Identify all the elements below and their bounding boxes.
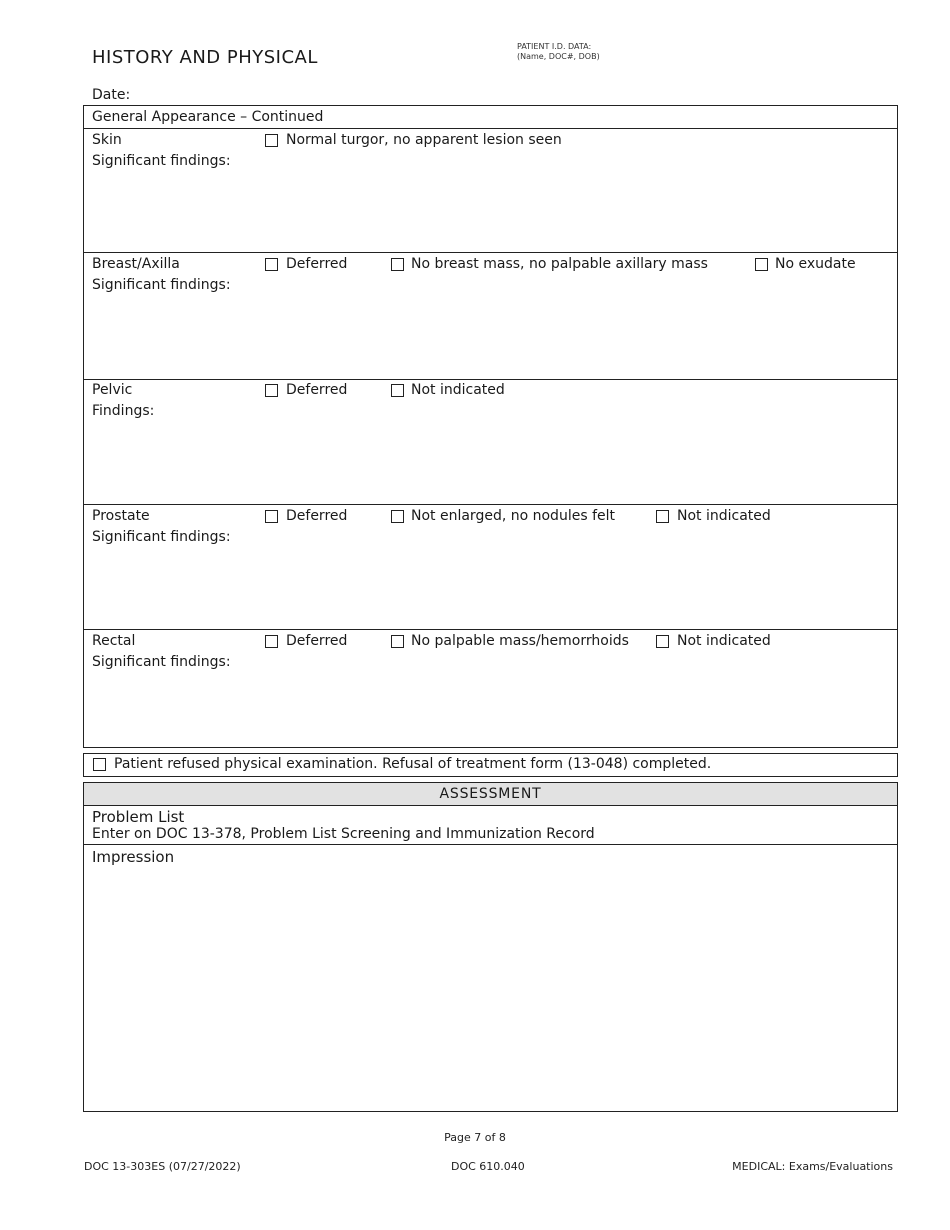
pelvic-not-indicated-checkbox[interactable] <box>391 384 404 397</box>
prostate-deferred-checkbox[interactable] <box>265 510 278 523</box>
divider <box>84 844 897 845</box>
form-id: DOC 13-303ES (07/27/2022) <box>84 1160 241 1173</box>
prostate-not-indicated-checkbox[interactable] <box>656 510 669 523</box>
assessment-header: ASSESSMENT <box>84 783 897 806</box>
skin-normal-checkbox[interactable] <box>265 134 278 147</box>
rectal-no-mass-label: No palpable mass/hemorrhoids <box>411 633 629 649</box>
rectal-label: Rectal <box>92 633 136 649</box>
breast-no-mass-checkbox[interactable] <box>391 258 404 271</box>
rectal-deferred-checkbox[interactable] <box>265 635 278 648</box>
prostate-not-enlarged-label: Not enlarged, no nodules felt <box>411 508 615 524</box>
patient-id-label: PATIENT I.D. DATA: <box>517 42 592 51</box>
refusal-checkbox[interactable] <box>93 758 106 771</box>
skin-findings-label: Significant findings: <box>92 153 231 169</box>
impression-input-area[interactable] <box>90 870 890 1106</box>
breast-no-exudate-label: No exudate <box>775 256 856 272</box>
date-label: Date: <box>92 87 131 103</box>
breast-deferred-label: Deferred <box>286 256 348 272</box>
pelvic-deferred-checkbox[interactable] <box>265 384 278 397</box>
impression-label: Impression <box>92 848 175 866</box>
divider <box>84 128 897 129</box>
rectal-findings-label: Significant findings: <box>92 654 231 670</box>
patient-id-hint: (Name, DOC#, DOB) <box>517 52 600 61</box>
breast-no-exudate-checkbox[interactable] <box>755 258 768 271</box>
rectal-not-indicated-label: Not indicated <box>677 633 771 649</box>
form-category: MEDICAL: Exams/Evaluations <box>732 1160 893 1173</box>
breast-label: Breast/Axilla <box>92 256 180 272</box>
policy-number: DOC 610.040 <box>451 1160 525 1173</box>
pelvic-deferred-label: Deferred <box>286 382 348 398</box>
skin-label: Skin <box>92 132 122 148</box>
breast-no-mass-label: No breast mass, no palpable axillary mass <box>411 256 708 272</box>
pelvic-label: Pelvic <box>92 382 133 398</box>
exam-section <box>83 105 898 748</box>
pelvic-not-indicated-label: Not indicated <box>411 382 505 398</box>
section-title: General Appearance – Continued <box>92 109 324 125</box>
divider <box>84 379 897 380</box>
prostate-not-enlarged-checkbox[interactable] <box>391 510 404 523</box>
prostate-findings-label: Significant findings: <box>92 529 231 545</box>
rectal-deferred-label: Deferred <box>286 633 348 649</box>
page-number: Page 7 of 8 <box>444 1131 506 1144</box>
patient-id-block <box>517 42 600 62</box>
prostate-not-indicated-label: Not indicated <box>677 508 771 524</box>
breast-findings-label: Significant findings: <box>92 277 231 293</box>
skin-normal-label: Normal turgor, no apparent lesion seen <box>286 132 562 148</box>
page-title: HISTORY AND PHYSICAL <box>92 47 318 68</box>
problem-list-label: Problem List <box>92 808 185 826</box>
prostate-label: Prostate <box>92 508 150 524</box>
breast-deferred-checkbox[interactable] <box>265 258 278 271</box>
rectal-not-indicated-checkbox[interactable] <box>656 635 669 648</box>
rectal-no-mass-checkbox[interactable] <box>391 635 404 648</box>
problem-list-note: Enter on DOC 13-378, Problem List Screening and Immunization Record <box>92 826 595 842</box>
divider <box>84 504 897 505</box>
divider <box>84 252 897 253</box>
pelvic-findings-label: Findings: <box>92 403 155 419</box>
prostate-deferred-label: Deferred <box>286 508 348 524</box>
divider <box>84 629 897 630</box>
refusal-label: Patient refused physical examination. Refusal of treatment form (13-048) completed. <box>114 756 712 772</box>
